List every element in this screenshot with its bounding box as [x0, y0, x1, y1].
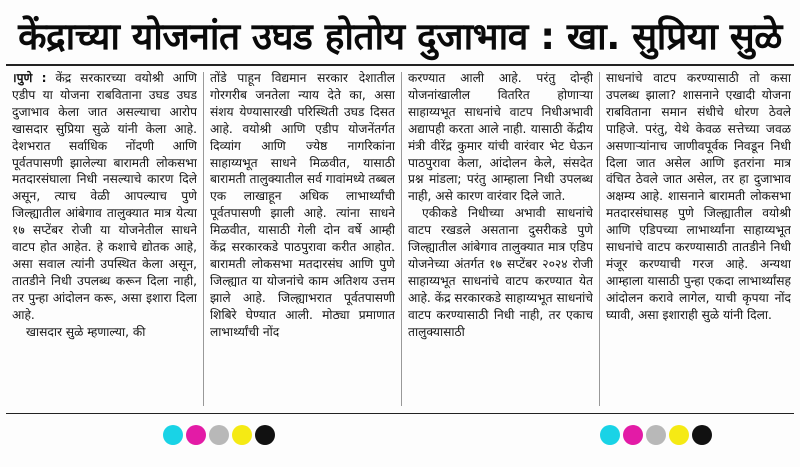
paragraph: तोंडे पाहून विद्यमान सरकार देशातील गोरगरीब जनतेला न्याय देते का, असा संशय येण्यासारखी परिस्थिती उघड दिसत आहे. वयोश्री आणि एडीप योजनेंतर्गत दिव्यांग आणि ज्येष्ठ नागरिकांना साहाय्यभूत साधने मिळवीत, यासाठी बारामती तालुक्यातील सर्व गावांमध्ये तब्बल एक लाखाहून अधिक लाभार्थ्यांची पूर्वतपासणी झाली आहे. त्यांना साधने मिळवीत, यासाठी गेली दोन वर्षे आम्ही केंद्र सरकारकडे पाठपुरावा करीत आहोत. बारामती लोकसभा मतदारसंघ आणि पुणे जिल्ह्यात या योजनांचे काम अतिशय उत्तम झाले आहे. जिल्ह्याभरात पूर्वतपासणी शिबिरे घेण्यात आली. मोठ्या प्रमाणात लाभार्थ्यांची नोंद [210, 71, 395, 339]
color-dot [692, 425, 712, 445]
footer-rule [6, 413, 794, 414]
color-dot [600, 425, 620, 445]
paragraph: करण्यात आली आहे. परंतु दोन्ही योजनांखालील वितरित होणाऱ्या साहाय्यभूत साधनांचे वाटप निधीअभावी अद्यापही करता आले नाही. यासाठी केंद्रीय मंत्री वीरेंद्र कुमार यांची वारंवार भेट घेऊन पाठपुरावा केला, आंदोलन केले, संसदेत प्रश्न मांडला; परंतु आम्हाला निधी उपलब्ध नाही, असे कारण वारंवार दिले जाते. [408, 71, 593, 204]
color-dot [186, 425, 206, 445]
paragraph: खासदार सुळे म्हणाल्या, की [26, 324, 146, 339]
color-registration-marks-right [600, 425, 712, 445]
column-divider [401, 72, 402, 406]
color-dot [623, 425, 643, 445]
paragraph [12, 70, 197, 324]
paragraph: साधनांचे वाटप करण्यासाठी तो कसा उपलब्ध झाला? शासनाने एखादी योजना राबविताना समान संधीचे धोरण ठेवले पाहिजे. परंतु, येथे केवळ सत्तेच्या जवळ असणाऱ्यांनाच जाणीवपूर्वक निवडून निधी दिला जात असेल आणि इतरांना मात्र वंचित ठेवले जात असेल, तर हा दुजाभाव अक्षम्य आहे. शासनाने बारामती लोकसभा मतदारसंघासह पुणे जिल्ह्यातील वयोश्री आणि एडिपच्या लाभार्थ्यांना साहाय्यभूत साधनांचे वाटप करण्यासाठी तातडीने निधी मंजूर करण्याची गरज आहे. अन्यथा आम्हाला यासाठी पुन्हा एकदा लाभार्थ्यांसह आंदोलन करावे लागेल, याची कृपया नोंद घ्यावी, असा इशाराही सुळे यांनी दिला. [606, 71, 791, 322]
paragraph: एकीकडे निधीच्या अभावी साधनांचे वाटप रखडले असताना दुसरीकडे पुणे जिल्ह्यातील आंबेगाव तालुक्यात मात्र एडिप योजनेच्या अंतर्गत १७ सप्टेंबर २०२४ रोजी साहाय्यभूत साधनांचे वाटप करण्यात येत आहे. केंद्र सरकारकडे साहाय्यभूत साधनांचे वाटप करण्यासाठी निधी नाही, तर एकाच तालुक्यासाठी [408, 206, 593, 339]
headline: केंद्राच्या योजनांत उघड होतोय दुजाभाव : खा. सुप्रिया सुळे [18, 14, 782, 58]
color-dot [163, 425, 183, 445]
dateline: ।पुणे : [12, 71, 47, 85]
article-column-4 [606, 70, 791, 408]
article-body [12, 70, 794, 410]
color-dot [209, 425, 229, 445]
color-registration-marks-left [163, 425, 275, 445]
column-divider [203, 72, 204, 406]
column-divider [599, 72, 600, 406]
article-column-2 [210, 70, 395, 408]
color-dot [232, 425, 252, 445]
article-column-3 [408, 70, 593, 408]
color-dot [646, 425, 666, 445]
color-dot [669, 425, 689, 445]
headline-rule [6, 64, 794, 66]
color-dot [255, 425, 275, 445]
article-column-1 [12, 70, 197, 408]
paragraph-text: केंद्र सरकारच्या वयोश्री आणि एडीप या योजना राबविताना उघड उघड दुजाभाव केला जात असल्याचा आरोप खासदार सुप्रिया सुळे यांनी केला आहे. देशभरात सर्वाधिक नोंदणी आणि पूर्वतपासणी झालेल्या बारामती लोकसभा मतदारसंघाला निधी नसल्याचे कारण दिले असून, त्याच वेळी आपल्याच पुणे जिल्ह्यातील आंबेगाव तालुक्यात मात्र येत्या १७ सप्टेंबर रोजी या योजनेतील साधने वाटप होत आहेत. हे कशाचे द्योतक आहे, असा सवाल त्यांनी उपस्थित केला असून, तातडीने निधी उपलब्ध करून दिला नाही, तर पुन्हा आंदोलन करू, असा इशारा दिला आहे. [12, 71, 197, 322]
